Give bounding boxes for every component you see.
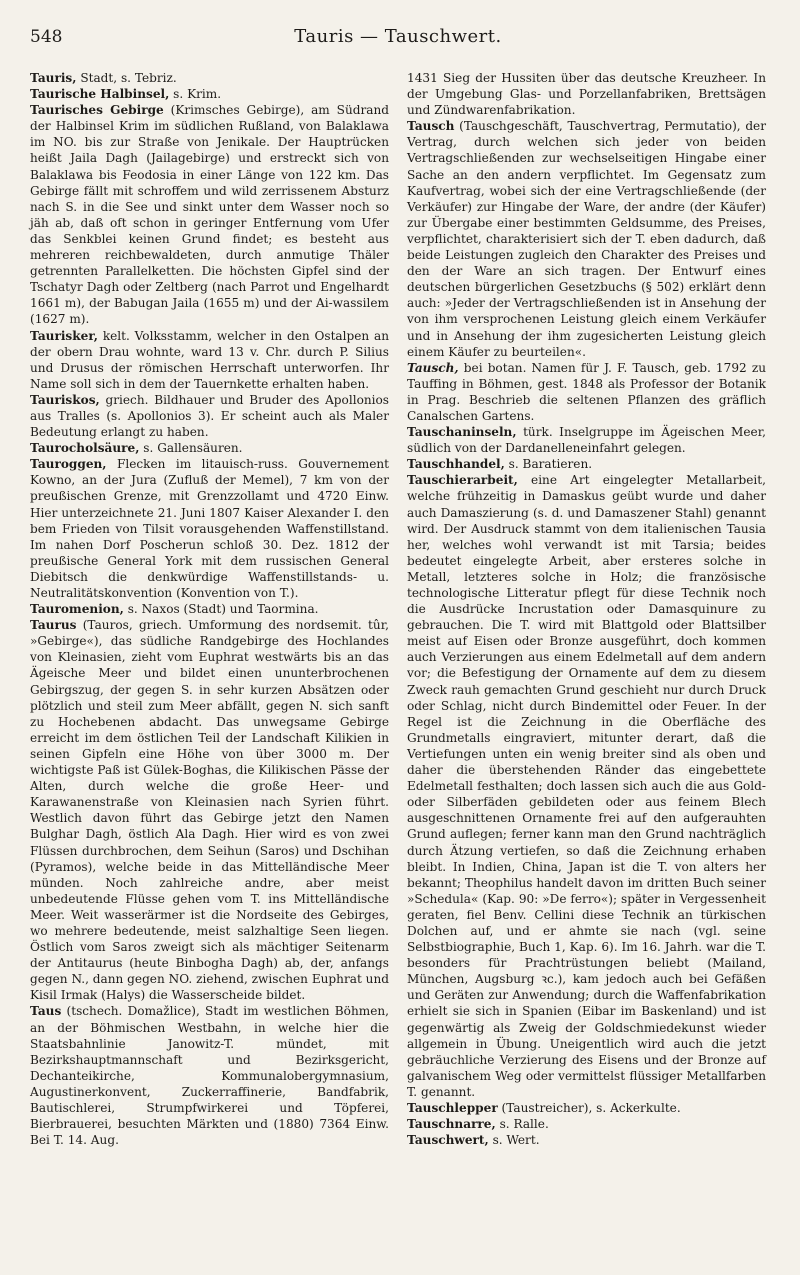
dictionary-entry [30,601,389,617]
right-column [407,70,766,1148]
dictionary-entry [30,456,389,601]
entry-text: 1431 Sieg der Hussiten über das deutsche Kreuzheer. In der Umgebung Glas- und Porzellanfabriken, Brettsägen und Zündwarenfabrikation. [407,71,766,118]
entry-headword: Tauschhandel, [407,457,505,472]
dictionary-entry [407,70,766,118]
entry-headword: Tauris, [30,71,77,85]
dictionary-entry [30,86,389,102]
entry-headword: Tausch [407,119,455,134]
dictionary-entry [30,440,389,456]
dictionary-entry [30,328,389,392]
entry-text: s. Krim. [169,87,222,102]
entry-text: bei botan. Namen für J. F. Tausch, geb. 1792 zu Tauffing in Böhmen, gest. 1848 als Professor der Botanik in Prag. Beschrieb die seltenen Pflanzen des gräflich Canalschen Gartens. [407,360,766,423]
entry-headword: Tausch, [407,360,459,375]
dictionary-entry [407,424,766,456]
entry-headword: Taurisker, [30,328,99,343]
entry-headword: Tauschwert, [407,1133,489,1148]
entry-headword: Tauschaninseln, [407,425,517,440]
page-header [30,26,766,56]
entry-headword: Tauromenion, [30,602,124,617]
dictionary-entry [407,456,766,472]
entry-text: (Taustreicher), s. Ackerkulte. [497,1101,681,1115]
entry-text: kelt. Volksstamm, welcher in den Ostalpen an der obern Drau wohnte, ward 13 v. Chr. durch P. Silius und Drusus der römischen Herrschaft unterworfen. Ihr Name soll sich in dem der Tauernkette erhalten haben. [30,328,389,391]
entry-headword: Taurus [30,618,77,633]
running-head: Tauris — Tauschwert. [294,26,502,47]
entry-headword: Taus [30,1004,62,1019]
entry-text: (Tauschgeschäft, Tauschvertrag, Permutatio), der Vertrag, durch welchen sich jeder von beiden Vertragschließenden zur wechselseitigen Hingabe einer Sache an den andern verpflichtet. Im Gegensatz zum Kaufvertrag, wobei sich der eine Vertragschließende (der Verkäufer) zur Hingabe der Ware, der andre (der Käufer) zur Übergabe einer bestimmten Geldsumme, des Preises, verpflichtet, charakterisiert sich der T. eben dadurch, daß beide Leistungen zugleich den Charakter des Preises und den der Ware an sich tragen. Der Entwurf eines deutschen bürgerlichen Gesetzbuchs (§ 502) erklärt denn auch: »Jeder der Vertragschließenden ist in Ansehung der von ihm versprochenen Leistung gleich einem Verkäufer und in Ansehung der ihm zugesicherten Leistung gleich einem Käufer zu beurteilen«. [407,119,766,359]
dictionary-entry [30,102,389,327]
entry-headword: Taurocholsäure, [30,441,140,456]
dictionary-entry [30,392,389,440]
dictionary-entry [407,1100,766,1116]
dictionary-entry [407,472,766,1100]
entry-text: s. Naxos (Stadt) und Taormina. [123,602,319,617]
entry-text: Stadt, s. Tebriz. [76,71,177,85]
entry-headword: Tauriskos, [30,392,100,407]
entry-text: s. Ralle. [495,1117,549,1132]
entry-text: Flecken im litauisch-russ. Gouvernement Kowno, an der Jura (Zufluß der Memel), 7 km von der preußischen Grenze, mit Grenzzollamt und 4720 Einw. Hier unterzeichnete 21. Juni 1807 Kaiser Alexander I. den bem Frieden von Tilsit vorausgehenden Waffenstillstand. Im nahen Dorf Poscherun schloß 30. Dez. 1812 der preußische General York mit dem russischen General Diebitsch die denkwürdige Waffenstillstands- u. Neutralitätskonvention (Konvention von T.). [30,457,389,600]
dictionary-entry [407,118,766,359]
left-column [30,70,389,1148]
entry-text: (Krimsches Gebirge), am Südrand der Halbinsel Krim im südlichen Rußland, von Balaklawa im NO. bis zur Straße von Jenikale. Der Hauptrücken heißt Jaila Dagh (Jailagebirge) und erstreckt sich von Balaklawa bis Feodosia in einer Länge von 122 km. Das Gebirge fällt mit schroffem und wild zerrissenem Absturz nach S. in die See und sinkt unter dem Wasser noch so jäh ab, daß oft schon in geringer Entfernung vom Ufer das Senkblei keinen Grund findet; es besteht aus mehreren reichbewaldeten, durch anmutige Thäler getrennten Parallelketten. Die höchsten Gipfel sind der Tschatyr Dagh oder Zeltberg (nach Parrot und Engelhardt 1661 m), der Babugan Jaila (1655 m) und der Ai-wassilem (1627 m). [30,103,389,327]
entry-headword: Tauschnarre, [407,1117,496,1132]
dictionary-entry [407,360,766,424]
dictionary-entry [30,617,389,1003]
dictionary-entry [407,1132,766,1148]
dictionary-entry [30,70,389,86]
page-number: 548 [30,27,63,47]
entry-headword: Tauschlepper [407,1101,498,1115]
dictionary-entry [30,1003,389,1148]
entry-text: griech. Bildhauer und Bruder des Apollonios aus Tralles (s. Apollonios 3). Er scheint auch als Maler Bedeutung erlangt zu haben. [30,392,389,440]
dictionary-entry [407,1116,766,1132]
entry-text: eine Art eingelegter Metallarbeit, welche frühzeitig in Damaskus geübt wurde und daher auch Damaszierung (s. d. und Damaszener Stahl) genannt wird. Der Ausdruck stammt von dem italienischen Tausia her, welches wohl verwandt ist mit Tarsia; beides bedeutet eingelegte Arbeit, aber ersteres solche in Metall, letzteres solche in Holz; die französische technologische Litteratur pflegt für diese Technik noch die Ausdrücke Incrustation oder Damasquinure zu gebrauchen. Die T. wird mit Blattgold oder Blattsilber meist auf Eisen oder Bronze ausgeführt, doch kommen auch Verzierungen aus einem Edelmetall auf dem andern vor; die Befestigung der Ornamente auf dem zu diesem Zweck rauh gemachten Grund geschieht nur durch Druck oder Schlag, nicht durch Bindemittel oder Feuer. In der Regel ist die Zeichnung in die Oberfläche des Grundmetalls eingraviert, mitunter derart, daß die Vertiefungen unten ein wenig breiter sind als oben und daher die überstehenden Ränder das eingebettete Edelmetall festhalten; doch lassen sich auch die aus Gold- oder Silberfäden gebildeten oder aus feinem Blech ausgeschnittenen Ornamente frei auf den aufgerauhten Grund auflegen; ferner kann man den Grund nachträglich durch Ätzung vertiefen, so daß die Zeichnung erhaben bleibt. In Indien, China, Japan ist die T. von alters her bekannt; Theophilus handelt davon im dritten Buch seiner »Schedula« (Kap. 90: »De ferro«); später in Vergessenheit geraten, fiel Benv. Cellini diese Technik an türkischen Dolchen auf, und er ahmte sie nach (vgl. seine Selbstbiographie, Buch 1, Kap. 6). Im 16. Jahrh. war die T. besonders für Prachtrüstungen beliebt (Mailand, München, Augsburg ꝛc.), kam jedoch auch bei Gefäßen und Geräten zur Anwendung; durch die Waffenfabrikation erhielt sie sich in Spanien (Eibar im Baskenland) und ist gegenwärtig als Zweig der Goldschmiedekunst wieder allgemein in Übung. Uneigentlich wird auch die jetzt gebräuchliche Verzierung des Eisens und der Bronze auf galvanischem Weg oder vermittelst flüssiger Metallfarben T. genannt. [407,473,766,1099]
entry-text: s. Wert. [488,1133,540,1148]
entry-headword: Taurisches Gebirge [30,103,164,118]
entry-text: (Tauros, griech. Umformung des nordsemit. tûr, »Gebirge«), das südliche Randgebirge des Hochlandes von Kleinasien, zieht vom Euphrat westwärts bis an das Ägeische Meer und bildet einen ununterbrochenen Gebirgszug, der gegen S. in sehr kurzen Absätzen oder plötzlich und steil zum Meer abfällt, gegen N. sich sanft zu Hochebenen abdacht. Das unwegsame Gebirge erreicht im dem östlichen Teil der Landschaft Kilikien in seinen Gipfeln eine Höhe von über 3000 m. Der wichtigste Paß ist Gülek-Boghas, die Kilikischen Pässe der Alten, durch welche die große Heer- und Karawanenstraße von Kleinasien nach Syrien führt. Westlich davon führt das Gebirge jetzt den Namen Bulghar Dagh, östlich Ala Dagh. Hier wird es von zwei Flüssen durchbrochen, dem Seihun (Saros) und Dschihan (Pyramos), welche beide in das Mittelländische Meer münden. Noch zahlreiche andre, aber meist unbedeutende Flüsse gehen vom T. ins Mittelländische Meer. Weit wasserärmer ist die Nordseite des Gebirges, wo mehrere bedeutende, meist salzhaltige Seen liegen. Östlich vom Saros zweigt sich als mächtiger Seitenarm der Antitaurus (heute Binboghа Dagh) ab, der, anfangs gegen N., dann gegen NO. ziehend, zwischen Euphrat und Kisil Irmak (Halys) die Wasserscheide bildet. [30,618,389,1003]
entry-headword: Tauroggen, [30,457,107,472]
entry-text: s. Gallensäuren. [139,441,243,456]
entry-headword: Taurische Halbinsel, [30,87,170,102]
text-columns [30,70,766,1148]
entry-text: türk. Inselgruppe im Ägeischen Meer, südlich von der Dardanelleneinfahrt gelegen. [407,425,766,456]
entry-text: (tschech. Domažlice), Stadt im westlichen Böhmen, an der Böhmischen Westbahn, in welche hier die Staatsbahnlinie Janowitz-T. mündet, mit Bezirkshauptmannschaft und Bezirksgericht, Dechanteikirche, Kommunalobergymnasium, Augustinerkonvent, Zuckerraffinerie, Bandfabrik, Bautischlerei, Strumpfwirkerei und Töpferei, Bierbrauerei, besuchten Märkten und (1880) 7364 Einw. Bei T. 14. Aug. [30,1004,389,1148]
entry-headword: Tauschierarbeit, [407,473,518,488]
entry-text: s. Baratieren. [504,457,593,472]
